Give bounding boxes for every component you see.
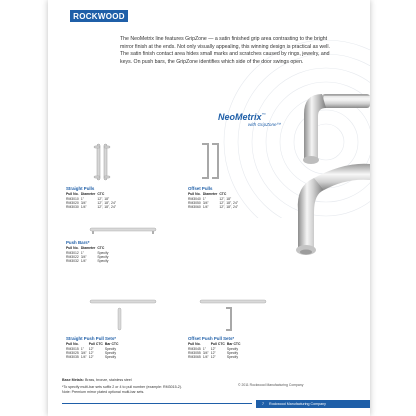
table-row	[66, 205, 118, 209]
col-header-pull-no: Pull No.	[188, 342, 201, 346]
cell: 3/4"	[80, 201, 87, 205]
cell: Specify	[104, 351, 117, 355]
cell: RM3040	[188, 196, 201, 201]
cell: 1/4"	[80, 205, 87, 210]
col-header-pull-no: Pull No.	[66, 342, 79, 346]
cell: 3/4"	[80, 351, 87, 355]
cell: 3/4"	[202, 201, 209, 205]
cell: RM3010	[66, 196, 79, 201]
cell: RM3022	[66, 255, 79, 259]
cell: 3/4"	[202, 351, 209, 355]
cell: 1/4"	[202, 205, 209, 210]
cell: 12"	[210, 355, 216, 360]
cell: Specify	[104, 355, 117, 360]
table-row	[188, 355, 242, 359]
cell: 1"	[202, 196, 206, 201]
cell: RM3060	[188, 205, 201, 210]
cell: 1"	[80, 250, 84, 255]
cell: 12", 18", 24"	[97, 201, 117, 205]
table-row	[66, 259, 110, 263]
brand-name	[218, 112, 266, 122]
table-row	[188, 205, 240, 209]
premium-note: Note: Premium mirror plated optional multi-bar sets.	[62, 390, 145, 394]
cell: 12"	[88, 346, 94, 351]
straight-push-pull-title: Straight Push Pull Sets*	[66, 336, 117, 341]
cell: RM3065	[188, 355, 201, 360]
catalog-page	[48, 0, 370, 416]
cell: 1"	[202, 346, 206, 351]
push-bars-table	[66, 246, 110, 264]
straight-pull-hero-image	[284, 158, 370, 270]
cell: 12", 18", 24"	[219, 205, 239, 210]
offset-pulls-table	[188, 192, 240, 210]
base-metals-note	[62, 378, 132, 382]
col-header-diameter: Diameter	[202, 192, 218, 196]
col-header-ctc: CTC	[97, 192, 105, 196]
brand-subtitle: with GripZone™	[248, 122, 282, 127]
cell: RM3015	[66, 346, 79, 351]
cell: Specify	[226, 351, 239, 355]
cell: RM3035	[66, 355, 79, 360]
offset-pulls-thumbnail	[198, 140, 222, 182]
cell: RM3025	[66, 351, 79, 355]
cell: 3/4"	[80, 255, 87, 259]
cell: RM3030	[66, 205, 79, 210]
cell: Specify	[104, 346, 117, 351]
cell: 1"	[80, 346, 84, 351]
cell: RM3012	[66, 250, 79, 255]
col-header-pull-ctc: Pull CTC	[210, 342, 225, 346]
cell: 12", 18"	[219, 196, 232, 201]
footer-company: Rockwood Manufacturing Company	[269, 402, 326, 406]
footer-rule	[62, 403, 252, 404]
cell: 12", 18"	[97, 196, 110, 201]
multi-bar-note: *To specify multi-bar sets suffix 2 or 4 to pull number (example: RM3015-2).	[62, 385, 182, 389]
base-metals-value: Brass, bronze, stainless steel	[84, 378, 132, 382]
straight-pulls-title: Straight Pulls	[66, 186, 95, 191]
col-header-bar-ctc: Bar CTC	[226, 342, 241, 346]
col-header-pull-no: Pull No.	[66, 246, 79, 250]
col-header-ctc: CTC	[97, 246, 105, 250]
col-header-bar-ctc: Bar CTC	[104, 342, 119, 346]
cell: Specify	[97, 250, 109, 255]
cell: 1/4"	[202, 355, 209, 360]
col-header-pull-no: Pull No.	[188, 192, 201, 196]
footer-bar	[256, 400, 370, 408]
page-number: 7	[262, 402, 264, 406]
offset-push-pull-title: Offset Push Pull Sets*	[188, 336, 235, 341]
cell: RM3050	[188, 201, 201, 205]
offset-push-pull-table	[188, 342, 242, 360]
cell: 12", 18", 24"	[219, 201, 239, 205]
col-header-diameter: Diameter	[80, 192, 96, 196]
cell: Specify	[97, 255, 109, 259]
cell: 12", 18", 24"	[97, 205, 117, 210]
cell: RM3045	[188, 346, 201, 351]
cell: 12"	[88, 355, 94, 360]
cell: Specify	[226, 355, 239, 360]
cell: RM3055	[188, 351, 201, 355]
cell: Specify	[97, 259, 109, 264]
intro-paragraph: The NeoMetrix line features GripZone — a satin finished grip area contrasting to the bright mirror finish at the ends. Not only visually appealing, this winning design is practical as well. The satin finish contact area hides small marks and scratches caused by rings, jewelry, and keys. On push bars, the GripZone identifies which side of the door swings open.	[120, 36, 330, 65]
offset-push-pull-thumbnail	[198, 296, 268, 332]
col-header-ctc: CTC	[219, 192, 227, 196]
offset-pulls-title: Offset Pulls	[188, 186, 213, 191]
cell: 1"	[80, 196, 84, 201]
cell: Specify	[226, 346, 239, 351]
push-bars-title: Push Bars*	[66, 240, 90, 245]
col-header-pull-ctc: Pull CTC	[88, 342, 103, 346]
base-metals-label: Base Metals:	[62, 378, 84, 382]
cell: RM3020	[66, 201, 79, 205]
straight-pulls-table	[66, 192, 118, 210]
brand-name-text: NeoMetrix	[218, 112, 262, 122]
copyright-text: © 2011 Rockwood Manufacturing Company	[238, 383, 304, 387]
col-header-diameter: Diameter	[80, 246, 96, 250]
table-row	[66, 355, 120, 359]
cell: 12"	[88, 351, 94, 355]
straight-push-pull-table	[66, 342, 120, 360]
cell: 12"	[210, 351, 216, 355]
straight-pulls-thumbnail	[92, 142, 114, 182]
straight-push-pull-thumbnail	[88, 296, 158, 332]
cell: 1/4"	[80, 355, 87, 360]
cell: 12"	[210, 346, 216, 351]
col-header-pull-no: Pull No.	[66, 192, 79, 196]
rockwood-logo: ROCKWOOD	[70, 10, 128, 22]
brand-tm: ™	[261, 112, 266, 117]
cell: 1/4"	[80, 259, 87, 264]
cell: RM3032	[66, 259, 79, 264]
push-bar-thumbnail	[88, 226, 158, 234]
